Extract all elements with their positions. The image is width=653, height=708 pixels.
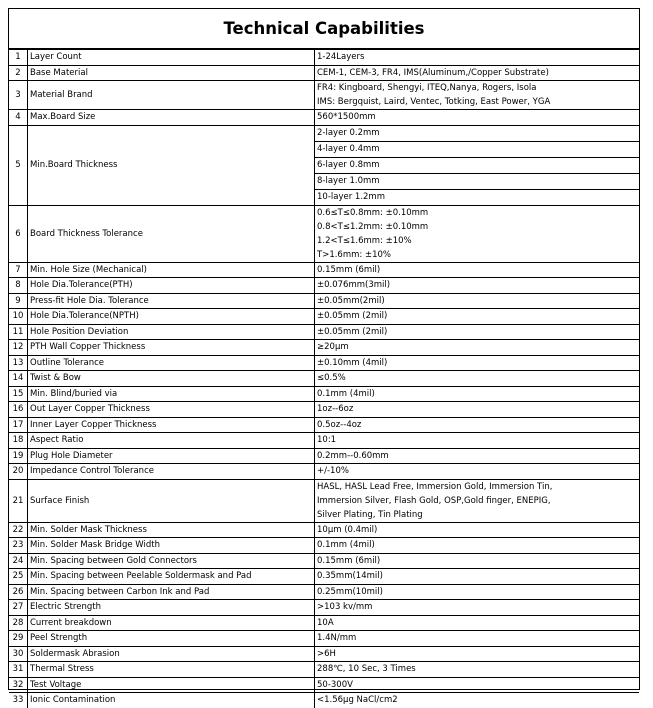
parameter-cell: Hole Dia.Tolerance(PTH) [28, 278, 315, 294]
parameter-cell: Impedance Control Tolerance [28, 464, 315, 480]
table-row [9, 355, 639, 371]
row-number: 30 [9, 646, 28, 662]
value-cell [315, 50, 640, 66]
value-line: 1.2<T≤1.6mm: ±10% [317, 235, 412, 246]
row-number: 4 [9, 110, 28, 126]
value-cell [315, 538, 640, 554]
row-number: 21 [9, 479, 28, 522]
table-row [9, 433, 639, 449]
value-cell [315, 553, 640, 569]
parameter-cell: Surface Finish [28, 479, 315, 522]
parameter-cell: Material Brand [28, 81, 315, 110]
parameter-cell: Max.Board Size [28, 110, 315, 126]
value-cell [315, 110, 640, 126]
row-number: 7 [9, 262, 28, 278]
table-row [9, 81, 639, 110]
value-line: ±0.05mm (2mil) [317, 311, 388, 322]
parameter-cell: Thermal Stress [28, 662, 315, 678]
value-line: 0.6≤T≤0.8mm: ±0.10mm [317, 207, 429, 218]
value-cell [315, 205, 640, 262]
row-number: 20 [9, 464, 28, 480]
value-cell [315, 386, 640, 402]
parameter-cell: Test Voltage [28, 677, 315, 693]
parameter-cell: Min. Solder Mask Thickness [28, 522, 315, 538]
value-line: 0.8<T≤1.2mm: ±0.10mm [317, 221, 429, 232]
row-number: 17 [9, 417, 28, 433]
table-row [9, 205, 639, 262]
table-body [9, 50, 639, 708]
row-number: 11 [9, 324, 28, 340]
row-number: 1 [9, 50, 28, 66]
parameter-cell: Out Layer Copper Thickness [28, 402, 315, 418]
table-row [9, 65, 639, 81]
row-number: 24 [9, 553, 28, 569]
value-line: 10-layer 1.2mm [317, 191, 385, 202]
value-line: 288℃, 10 Sec, 3 Times [317, 664, 416, 675]
value-line: 8-layer 1.0mm [315, 174, 639, 190]
value-cell [315, 81, 640, 110]
value-line: 0.2mm--0.60mm [317, 450, 389, 461]
parameter-cell: Min. Spacing between Gold Connectors [28, 553, 315, 569]
value-line: ±0.076mm(3mil) [317, 280, 391, 291]
value-cell [315, 569, 640, 585]
value-line: IMS: Bergquist, Laird, Ventec, Totking, East Power, YGA [317, 97, 551, 107]
value-line: FR4: Kingboard, Shengyi, ITEQ,Nanya, Rogers, Isola [317, 83, 537, 93]
value-cell [315, 522, 640, 538]
parameter-cell: Hole Position Deviation [28, 324, 315, 340]
table-row [9, 386, 639, 402]
row-number: 29 [9, 631, 28, 647]
table-row [9, 324, 639, 340]
value-cell [315, 309, 640, 325]
row-number: 10 [9, 309, 28, 325]
parameter-cell: Min. Solder Mask Bridge Width [28, 538, 315, 554]
parameter-cell: Electric Strength [28, 600, 315, 616]
table-row [9, 662, 639, 678]
value-line: ±0.05mm(2mil) [317, 295, 385, 306]
value-line: >6H [317, 648, 336, 659]
value-line: ±0.05mm (2mil) [317, 326, 388, 337]
value-cell [315, 693, 640, 708]
value-line: 0.25mm(10mil) [317, 586, 383, 597]
value-cell [315, 65, 640, 81]
value-line: 560*1500mm [317, 112, 376, 123]
value-cell [315, 584, 640, 600]
row-number: 13 [9, 355, 28, 371]
row-number: 33 [9, 693, 28, 708]
table-row [9, 584, 639, 600]
value-cell [315, 355, 640, 371]
table-row [9, 693, 639, 708]
table-row [9, 340, 639, 356]
value-line: >103 kv/mm [317, 602, 373, 613]
value-cell [315, 293, 640, 309]
parameter-cell: Min. Spacing between Carbon Ink and Pad [28, 584, 315, 600]
parameter-cell: Outline Tolerance [28, 355, 315, 371]
value-cell [315, 646, 640, 662]
table-row [9, 464, 639, 480]
table-title: Technical Capabilities [9, 9, 639, 49]
value-cell [315, 677, 640, 693]
parameter-cell: Twist & Bow [28, 371, 315, 387]
table-row [9, 293, 639, 309]
value-line: <1.56μg NaCl/cm2 [317, 695, 398, 706]
value-line: 10μm (0.4mil) [317, 524, 378, 535]
value-line: T>1.6mm: ±10% [317, 249, 391, 260]
row-number: 31 [9, 662, 28, 678]
table-row [9, 538, 639, 554]
value-line: Immersion Silver, Flash Gold, OSP,Gold finger, ENEPIG, [317, 495, 551, 506]
value-line: 10:1 [317, 435, 337, 446]
table-row [9, 417, 639, 433]
table-row [9, 646, 639, 662]
value-cell [315, 371, 640, 387]
table-row [9, 50, 639, 66]
table-row [9, 631, 639, 647]
row-number: 9 [9, 293, 28, 309]
row-number: 22 [9, 522, 28, 538]
row-number: 32 [9, 677, 28, 693]
value-cell [315, 324, 640, 340]
table-row [9, 110, 639, 126]
value-line: 1oz--6oz [317, 404, 354, 415]
row-number: 18 [9, 433, 28, 449]
parameter-cell: Min. Blind/buried via [28, 386, 315, 402]
table-row [9, 402, 639, 418]
parameter-cell: Current breakdown [28, 615, 315, 631]
value-cell [315, 479, 640, 522]
value-line: 0.1mm (4mil) [317, 388, 375, 399]
table-row [9, 615, 639, 631]
value-line: ≤0.5% [317, 373, 346, 384]
row-number: 25 [9, 569, 28, 585]
parameter-cell: PTH Wall Copper Thickness [28, 340, 315, 356]
capabilities-table [9, 49, 639, 708]
value-cell [315, 340, 640, 356]
value-line: CEM-1, CEM-3, FR4, IMS(Aluminum,/Copper Substrate) [317, 67, 549, 78]
value-line: 1.4N/mm [317, 633, 357, 644]
row-number: 19 [9, 448, 28, 464]
parameter-cell: Aspect Ratio [28, 433, 315, 449]
value-line: +/-10% [317, 466, 349, 477]
table-row [9, 309, 639, 325]
row-number: 27 [9, 600, 28, 616]
parameter-cell: Press-fit Hole Dia. Tolerance [28, 293, 315, 309]
parameter-cell: Inner Layer Copper Thickness [28, 417, 315, 433]
value-line: 4-layer 0.4mm [315, 142, 639, 158]
value-cell [315, 402, 640, 418]
table-row [9, 569, 639, 585]
value-line: ≥20μm [317, 342, 349, 353]
value-line: ±0.10mm (4mil) [317, 357, 388, 368]
table-row [9, 448, 639, 464]
row-number: 12 [9, 340, 28, 356]
value-cell [315, 600, 640, 616]
parameter-cell: Soldermask Abrasion [28, 646, 315, 662]
value-line: 0.1mm (4mil) [317, 540, 375, 551]
table-row [9, 522, 639, 538]
parameter-cell: Board Thickness Tolerance [28, 205, 315, 262]
value-cell [315, 433, 640, 449]
table-row [9, 278, 639, 294]
value-line: 0.15mm (6mil) [317, 264, 381, 275]
value-line: 0.5oz--4oz [317, 419, 362, 430]
table-row [9, 479, 639, 522]
parameter-cell: Peel Strength [28, 631, 315, 647]
row-number: 16 [9, 402, 28, 418]
value-cell [315, 464, 640, 480]
table-row [9, 677, 639, 693]
row-number: 28 [9, 615, 28, 631]
value-line: 0.15mm (6mil) [317, 555, 381, 566]
table-row [9, 553, 639, 569]
row-number: 3 [9, 81, 28, 110]
value-line: 50-300V [317, 679, 353, 690]
table-row [9, 262, 639, 278]
value-line: HASL, HASL Lead Free, Immersion Gold, Immersion Tin, [317, 481, 553, 492]
capabilities-table-frame [8, 8, 640, 706]
row-number: 15 [9, 386, 28, 402]
row-number: 26 [9, 584, 28, 600]
parameter-cell: Layer Count [28, 50, 315, 66]
value-cell [315, 448, 640, 464]
table-row [9, 600, 639, 616]
value-cell [315, 417, 640, 433]
parameter-cell: Ionic Contamination [28, 693, 315, 708]
parameter-cell: Min.Board Thickness [28, 125, 315, 205]
value-line: 0.35mm(14mil) [317, 571, 383, 582]
value-cell [315, 278, 640, 294]
value-cell [315, 662, 640, 678]
parameter-cell: Min. Hole Size (Mechanical) [28, 262, 315, 278]
value-cell [315, 615, 640, 631]
value-cell [315, 631, 640, 647]
value-line: 10A [317, 617, 334, 628]
parameter-cell: Hole Dia.Tolerance(NPTH) [28, 309, 315, 325]
row-number: 14 [9, 371, 28, 387]
parameter-cell: Base Material [28, 65, 315, 81]
parameter-cell: Min. Spacing between Peelable Soldermask and Pad [28, 569, 315, 585]
value-cell [315, 262, 640, 278]
table-row [9, 125, 639, 205]
row-number: 2 [9, 65, 28, 81]
row-number: 5 [9, 125, 28, 205]
value-line: 6-layer 0.8mm [315, 158, 639, 174]
value-cell [315, 125, 640, 205]
value-line: Silver Plating, Tin Plating [317, 509, 423, 520]
parameter-cell: Plug Hole Diameter [28, 448, 315, 464]
row-number: 6 [9, 205, 28, 262]
value-line: 2-layer 0.2mm [315, 126, 639, 142]
value-line: 1-24Layers [317, 52, 365, 63]
table-row [9, 371, 639, 387]
row-number: 8 [9, 278, 28, 294]
row-number: 23 [9, 538, 28, 554]
